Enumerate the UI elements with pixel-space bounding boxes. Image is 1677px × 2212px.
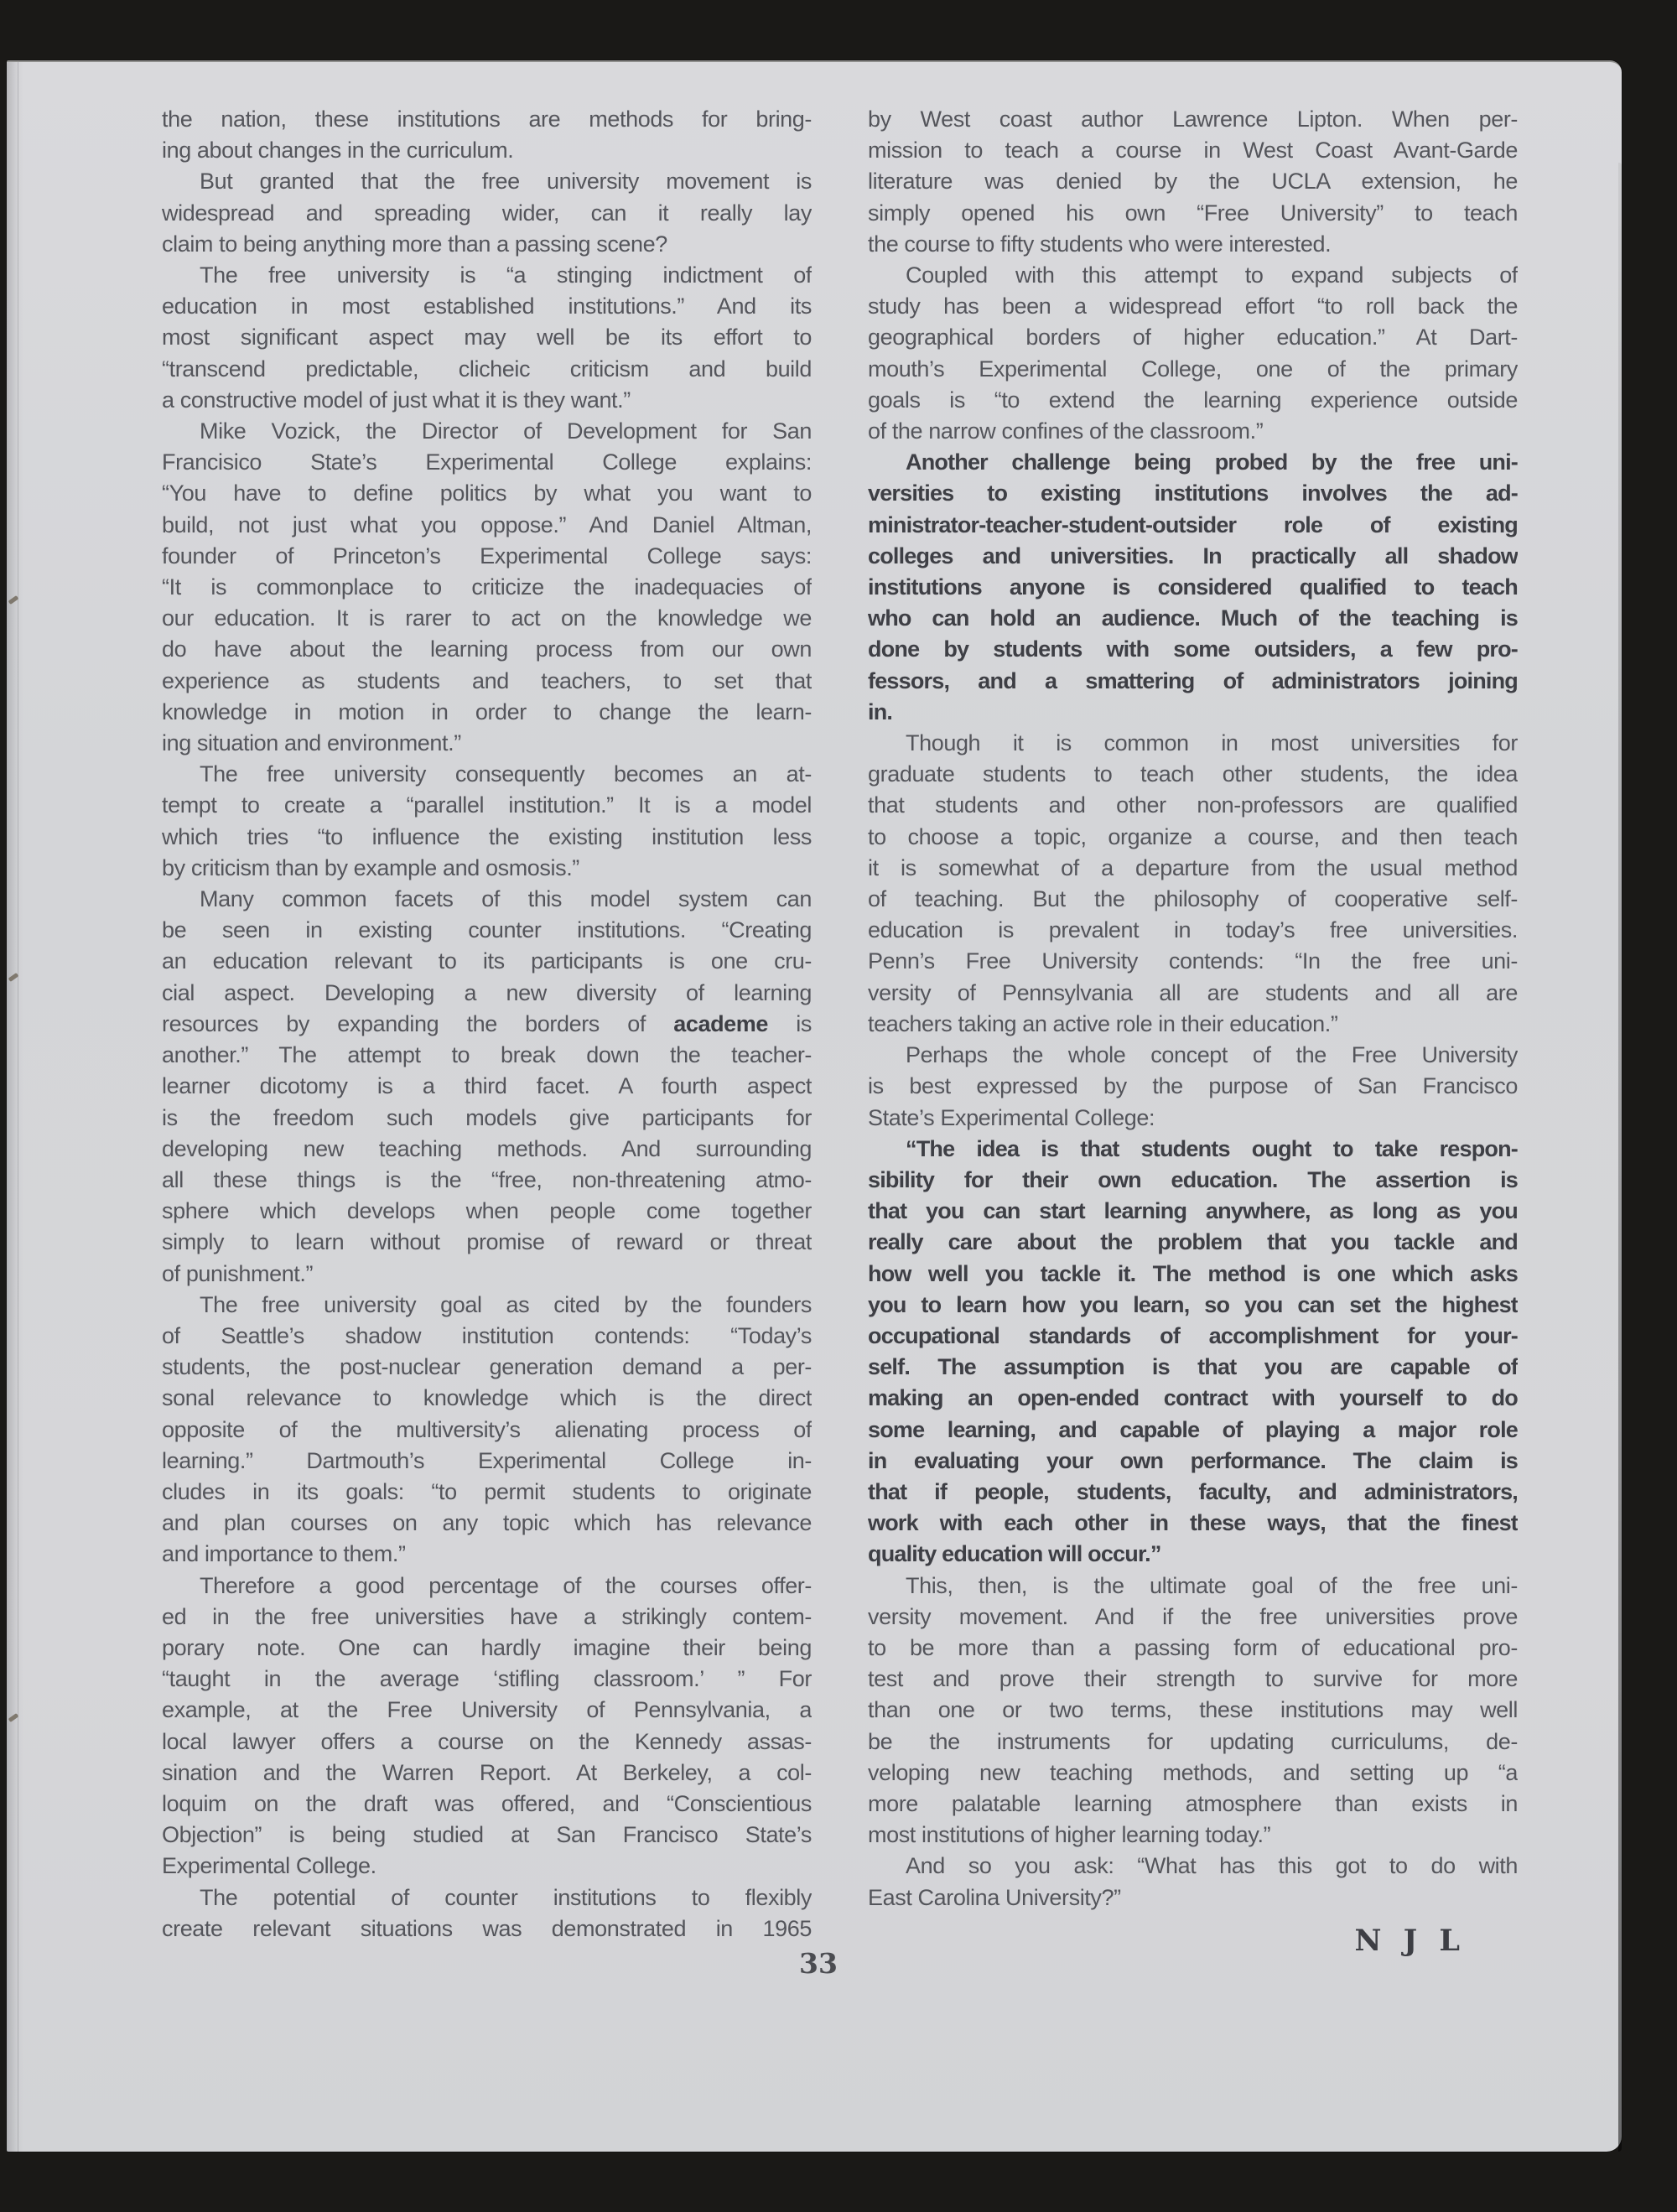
text-line: Penn’s Free University contends: “In the free uni-: [868, 948, 1518, 974]
text-line: to choose a topic, organize a course, and then teach: [868, 823, 1518, 849]
text-line: widespread and spreading wider, can it really lay: [162, 200, 812, 226]
page-number: 33: [799, 1947, 838, 1980]
text-line: simply to learn without promise of reward or threat: [162, 1229, 812, 1255]
paragraph: [868, 1851, 1518, 1913]
text-line: But granted that the free university movement is: [200, 169, 812, 195]
text-line: our education. It is rarer to act on the knowledge we: [162, 605, 812, 631]
paragraph: [868, 104, 1518, 260]
text-line: and plan courses on any topic which has relevance: [162, 1510, 812, 1536]
text-line: that if people, students, faculty, and administrators,: [868, 1478, 1518, 1504]
text-line: “taught in the average ‘stifling classroom.’ ” For: [162, 1666, 812, 1692]
text-line: than one or two terms, these institutions may well: [868, 1697, 1518, 1723]
text-line: ministrator-teacher-student-outsider role of existing: [868, 511, 1518, 537]
text-line: an education relevant to its participants is one cru-: [162, 948, 812, 974]
text-line: test and prove their strength to survive for more: [868, 1666, 1518, 1692]
text-line: cludes in its goals: “to permit students to originate: [162, 1478, 812, 1504]
text-line: work with each other in these ways, that the finest: [868, 1510, 1518, 1536]
text-line: “transcend predictable, clicheic criticism and build: [162, 356, 812, 382]
text-line: be the instruments for updating curriculums, de-: [868, 1728, 1518, 1754]
text-line: Mike Vozick, the Director of Development for San: [200, 418, 812, 444]
text-line: developing new teaching methods. And surrounding: [162, 1135, 812, 1161]
text-line: porary note. One can hardly imagine their being: [162, 1634, 812, 1660]
text-line: some learning, and capable of playing a major role: [868, 1416, 1518, 1442]
text-line: be seen in existing counter institutions. “Creating: [162, 917, 812, 943]
text-line: do have about the learning process from our own: [162, 636, 812, 662]
text-line: Francisico State’s Experimental College explains:: [162, 449, 812, 475]
text-line: who can hold an audience. Much of the teaching is: [868, 605, 1518, 631]
text-line: occupational standards of accomplishment for your-: [868, 1322, 1518, 1348]
text-line: of the narrow confines of the classroom.”: [868, 418, 1264, 444]
paragraph: [162, 759, 812, 884]
text-line: more palatable learning atmosphere than exists in: [868, 1790, 1518, 1816]
paragraph: [868, 1040, 1518, 1134]
text-line: of teaching. But the philosophy of cooperative self-: [868, 886, 1518, 912]
text-line: The free university consequently becomes an at-: [200, 761, 812, 787]
text-line: versity of Pennsylvania all are students and all are: [868, 979, 1518, 1005]
text-line: goals is “to extend the learning experience outside: [868, 387, 1518, 413]
paragraph: [868, 260, 1518, 447]
text-line: teachers taking an active role in their education.”: [868, 1010, 1338, 1036]
text-line: The free university goal as cited by the founders: [200, 1291, 812, 1317]
text-line: Experimental College.: [162, 1853, 376, 1879]
text-line: mission to teach a course in West Coast Avant-Garde: [868, 138, 1518, 164]
article-body: [162, 104, 1518, 1958]
text-line: by West coast author Lawrence Lipton. When per-: [868, 106, 1518, 132]
text-line: you to learn how you learn, so you can set the highest: [868, 1291, 1518, 1317]
text-line: The potential of counter institutions to flexibly: [200, 1884, 812, 1910]
paragraph: [162, 260, 812, 416]
column-right: [868, 104, 1518, 1958]
text-line: sphere which develops when people come together: [162, 1198, 812, 1224]
text-line: in evaluating your own performance. The claim is: [868, 1447, 1518, 1473]
text-line: local lawyer offers a course on the Kennedy assas-: [162, 1728, 812, 1754]
paragraph: [868, 1571, 1518, 1851]
text-line: it is somewhat of a departure from the usual method: [868, 854, 1518, 880]
text-line: claim to being anything more than a passing scene?: [162, 231, 667, 257]
text-line: build, not just what you oppose.” And Daniel Altman,: [162, 511, 812, 537]
text-line: study has been a widespread effort “to roll back the: [868, 293, 1518, 319]
text-line: education is prevalent in today’s free universities.: [868, 917, 1518, 943]
text-line: versities to existing institutions involves the ad-: [868, 480, 1518, 506]
text-line: most institutions of higher learning today.”: [868, 1822, 1271, 1848]
text-line: create relevant situations was demonstrated in 1965: [162, 1915, 812, 1941]
magazine-page: [7, 60, 1622, 2152]
text-line: self. The assumption is that you are capable of: [868, 1354, 1518, 1380]
text-line: learning.” Dartmouth’s Experimental College in-: [162, 1447, 812, 1473]
text-line: example, at the Free University of Pennsylvania, a: [162, 1697, 812, 1723]
text-line: “You have to define politics by what you want to: [162, 480, 812, 506]
paragraph: [162, 104, 812, 166]
text-line: done by students with some outsiders, a few pro-: [868, 636, 1518, 662]
text-line: really care about the problem that you tackle and: [868, 1229, 1518, 1255]
author-initials: N J L: [1354, 1923, 1466, 1958]
text-line: is the freedom such models give participants for: [162, 1104, 812, 1130]
paragraph: [162, 1882, 812, 1945]
text-line: learner dicotomy is a third facet. A fourth aspect: [162, 1073, 812, 1099]
text-line: sination and the Warren Report. At Berkeley, a col-: [162, 1759, 812, 1785]
text-line: all these things is the “free, non-threatening atmo-: [162, 1166, 812, 1192]
text-line: by criticism than by example and osmosis.”: [162, 854, 579, 880]
text-line: that you can start learning anywhere, as long as you: [868, 1198, 1518, 1224]
text-line: The free university is “a stinging indictment of: [200, 262, 812, 288]
text-line: to be more than a passing form of educational pro-: [868, 1634, 1518, 1660]
text-line: making an open-ended contract with yourself to do: [868, 1385, 1518, 1411]
paragraph: [162, 166, 812, 260]
text-line: ed in the free universities have a strikingly contem-: [162, 1603, 812, 1629]
text-line: of punishment.”: [162, 1260, 314, 1286]
paragraph: [868, 1134, 1518, 1571]
text-line: the course to fifty students who were interested.: [868, 231, 1332, 257]
text-line: “It is commonplace to criticize the inadequacies of: [162, 574, 812, 600]
text-line: sibility for their own education. The assertion is: [868, 1166, 1518, 1192]
text-line: geographical borders of higher education.” At Dart-: [868, 325, 1518, 350]
text-line: Coupled with this attempt to expand subjects of: [906, 262, 1518, 288]
text-line: versity movement. And if the free universities prove: [868, 1603, 1518, 1629]
text-line: sonal relevance to knowledge which is the direct: [162, 1385, 812, 1411]
text-line: simply opened his own “Free University” to teach: [868, 200, 1518, 226]
text-line: State’s Experimental College:: [868, 1104, 1155, 1130]
paragraph: [162, 416, 812, 759]
text-line: graduate students to teach other students, the idea: [868, 761, 1518, 787]
text-line: students, the post-nuclear generation demand a per-: [162, 1354, 812, 1380]
text-line: ing situation and environment.”: [162, 730, 461, 756]
text-line: founder of Princeton’s Experimental College says:: [162, 543, 812, 569]
text-line: loquim on the draft was offered, and “Conscientious: [162, 1790, 812, 1816]
text-line: literature was denied by the UCLA extension, he: [868, 169, 1518, 195]
paragraph: [868, 728, 1518, 1040]
text-line: Another challenge being probed by the free uni-: [906, 449, 1518, 475]
text-line: institutions anyone is considered qualified to teach: [868, 574, 1518, 600]
text-line: colleges and universities. In practically all shadow: [868, 543, 1518, 569]
text-line: Perhaps the whole concept of the Free University: [906, 1042, 1518, 1068]
paragraph: [162, 884, 812, 1290]
text-line: in.: [868, 698, 893, 724]
text-line: tempt to create a “parallel institution.” It is a model: [162, 792, 812, 818]
text-line: Though it is common in most universities for: [906, 730, 1518, 756]
text-line: and importance to them.”: [162, 1541, 406, 1567]
text-line: of Seattle’s shadow institution contends: “Today’s: [162, 1322, 812, 1348]
text-line: East Carolina University?”: [868, 1884, 1121, 1910]
text-line: And so you ask: “What has this got to do with: [906, 1853, 1518, 1879]
text-line: fessors, and a smattering of administrators joining: [868, 667, 1518, 693]
text-line: knowledge in motion in order to change the learn-: [162, 698, 812, 724]
text-line: Many common facets of this model system can: [200, 886, 812, 912]
text-line: experience as students and teachers, to set that: [162, 667, 812, 693]
text-line: that students and other non-professors are qualified: [868, 792, 1518, 818]
text-line: another.” The attempt to break down the teacher-: [162, 1042, 812, 1068]
text-line: a constructive model of just what it is they want.”: [162, 387, 631, 413]
text-line: quality education will occur.”: [868, 1541, 1161, 1567]
text-line: Objection” is being studied at San Francisco State’s: [162, 1822, 812, 1848]
text-line: Therefore a good percentage of the courses offer-: [200, 1572, 812, 1598]
paragraph: [162, 1571, 812, 1882]
text-line: most significant aspect may well be its effort to: [162, 325, 812, 350]
text-line: cial aspect. Developing a new diversity of learning: [162, 979, 812, 1005]
text-line: education in most established institutions.” And its: [162, 293, 812, 319]
text-line: veloping new teaching methods, and setting up “a: [868, 1759, 1518, 1785]
text-line: is best expressed by the purpose of San Francisco: [868, 1073, 1518, 1099]
text-line: ing about changes in the curriculum.: [162, 138, 514, 164]
paragraph: [868, 447, 1518, 728]
column-left: [162, 104, 812, 1958]
text-line: resources by expanding the borders of academe is: [162, 1010, 812, 1036]
text-line: This, then, is the ultimate goal of the free uni-: [906, 1572, 1518, 1598]
paragraph: [162, 1290, 812, 1571]
text-line: opposite of the multiversity’s alienating process of: [162, 1416, 812, 1442]
text-line: which tries “to influence the existing institution less: [162, 823, 812, 849]
text-line: “The idea is that students ought to take respon-: [906, 1135, 1518, 1161]
text-line: how well you tackle it. The method is one which asks: [868, 1260, 1518, 1286]
text-line: the nation, these institutions are methods for bring-: [162, 106, 812, 132]
text-line: mouth’s Experimental College, one of the primary: [868, 356, 1518, 382]
